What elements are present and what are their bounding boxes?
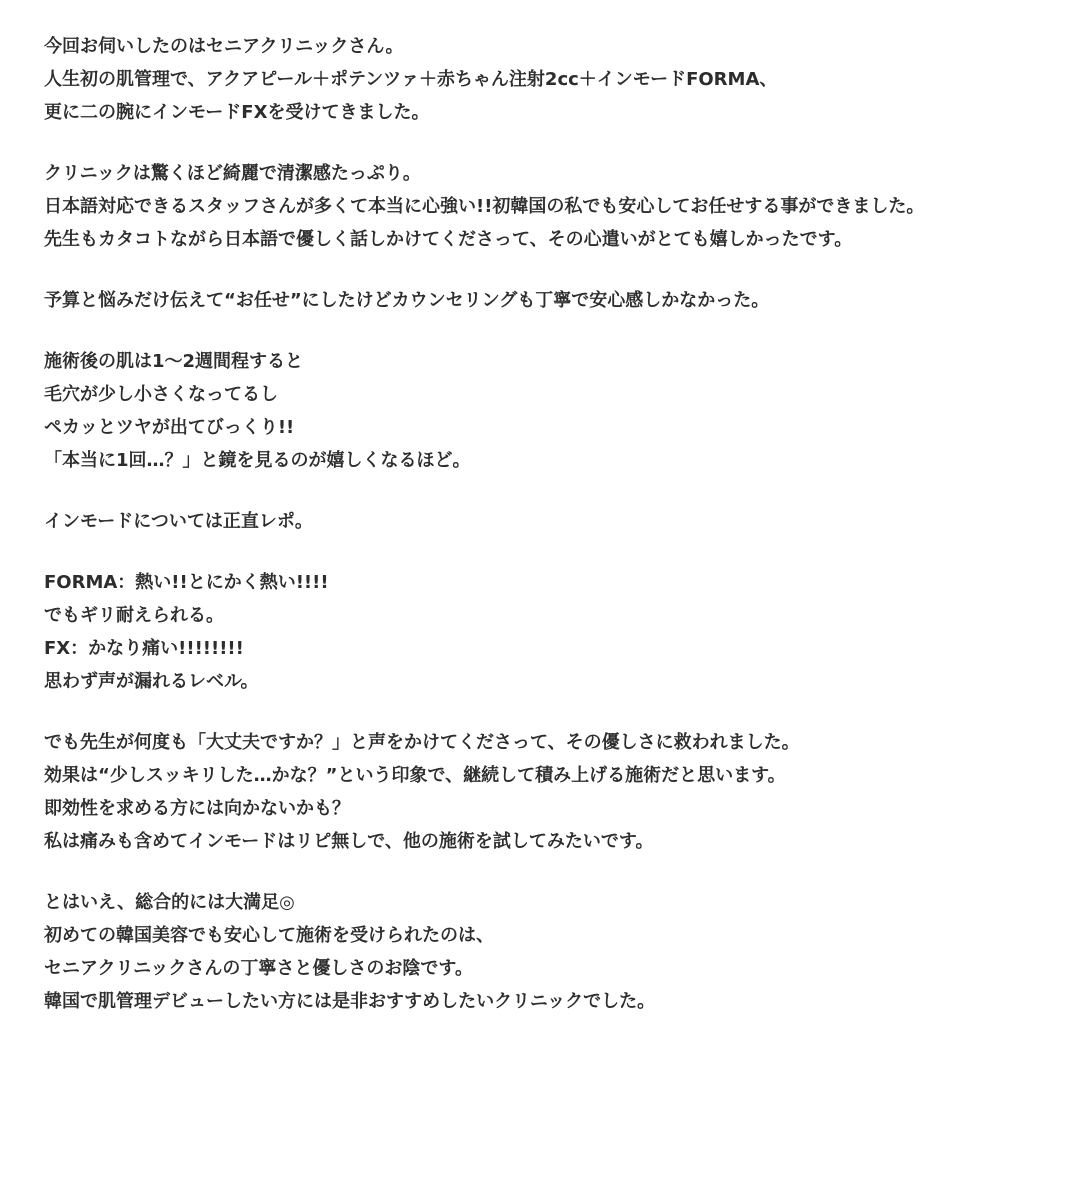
text-line: セニアクリニックさんの丁寧さと優しさのお陰です。 — [44, 958, 473, 979]
text-line: 韓国で肌管理デビューしたい方には是非おすすめしたいクリニックでした。 — [44, 991, 656, 1012]
paragraph-inmode-review — [44, 566, 1054, 698]
text-line: 更に二の腕にインモードFXを受けてきました。 — [44, 102, 430, 123]
text-line: 毛穴が少し小さくなってるし — [44, 384, 278, 405]
text-line: 先生もカタコトながら日本語で優しく話しかけてくださって、その心遣いがとても嬉しかったです。 — [44, 229, 853, 250]
text-line: でもギリ耐えられる。 — [44, 605, 224, 626]
text-line: 思わず声が漏れるレベル。 — [44, 671, 259, 692]
paragraph-conclusion — [44, 886, 1054, 1018]
text-line: クリニックは驚くほど綺麗で清潔感たっぷり。 — [44, 163, 421, 184]
text-line: 今回お伺いしたのはセニアクリニックさん。 — [44, 36, 404, 57]
text-line: 「本当に1回…？」と鏡を見るのが嬉しくなるほど。 — [44, 450, 471, 471]
paragraph-results — [44, 345, 1054, 477]
paragraph-inmode-intro — [44, 505, 1054, 538]
text-line: ペカッとツヤが出てびっくり!! — [44, 417, 295, 438]
text-line: 施術後の肌は1〜2週間程すると — [44, 351, 304, 372]
text-line: 日本語対応できるスタッフさんが多くて本当に心強い!!初韓国の私でも安心してお任せする事ができました。 — [44, 196, 925, 217]
paragraph-counseling — [44, 284, 1054, 317]
paragraph-doctor — [44, 726, 1054, 858]
text-line: FORMA：熱い!!とにかく熱い!!!! — [44, 572, 329, 593]
paragraph-clinic — [44, 157, 1054, 256]
text-line: 初めての韓国美容でも安心して施術を受けられたのは、 — [44, 925, 494, 946]
text-line: 即効性を求める方には向かないかも？ — [44, 798, 350, 819]
text-line: 人生初の肌管理で、アクアピール＋ポテンツァ＋赤ちゃん注射2cc＋インモードFORMA、 — [44, 69, 778, 90]
text-line: 私は痛みも含めてインモードはリピ無しで、他の施術を試してみたいです。 — [44, 831, 654, 852]
text-line: 予算と悩みだけ伝えて“お任せ”にしたけどカウンセリングも丁寧で安心感しかなかった。 — [44, 290, 770, 311]
text-line: インモードについては正直レポ。 — [44, 511, 313, 532]
text-line: 効果は“少しスッキリした…かな？”という印象で、継続して積み上げる施術だと思います。 — [44, 765, 786, 786]
text-line: でも先生が何度も「大丈夫ですか？」と声をかけてくださって、その優しさに救われました。 — [44, 732, 800, 753]
document-page — [44, 30, 1054, 1046]
text-line: とはいえ、総合的には大満足◎ — [44, 892, 295, 913]
text-line: FX：かなり痛い!!!!!!!! — [44, 638, 244, 659]
paragraph-intro — [44, 30, 1054, 129]
